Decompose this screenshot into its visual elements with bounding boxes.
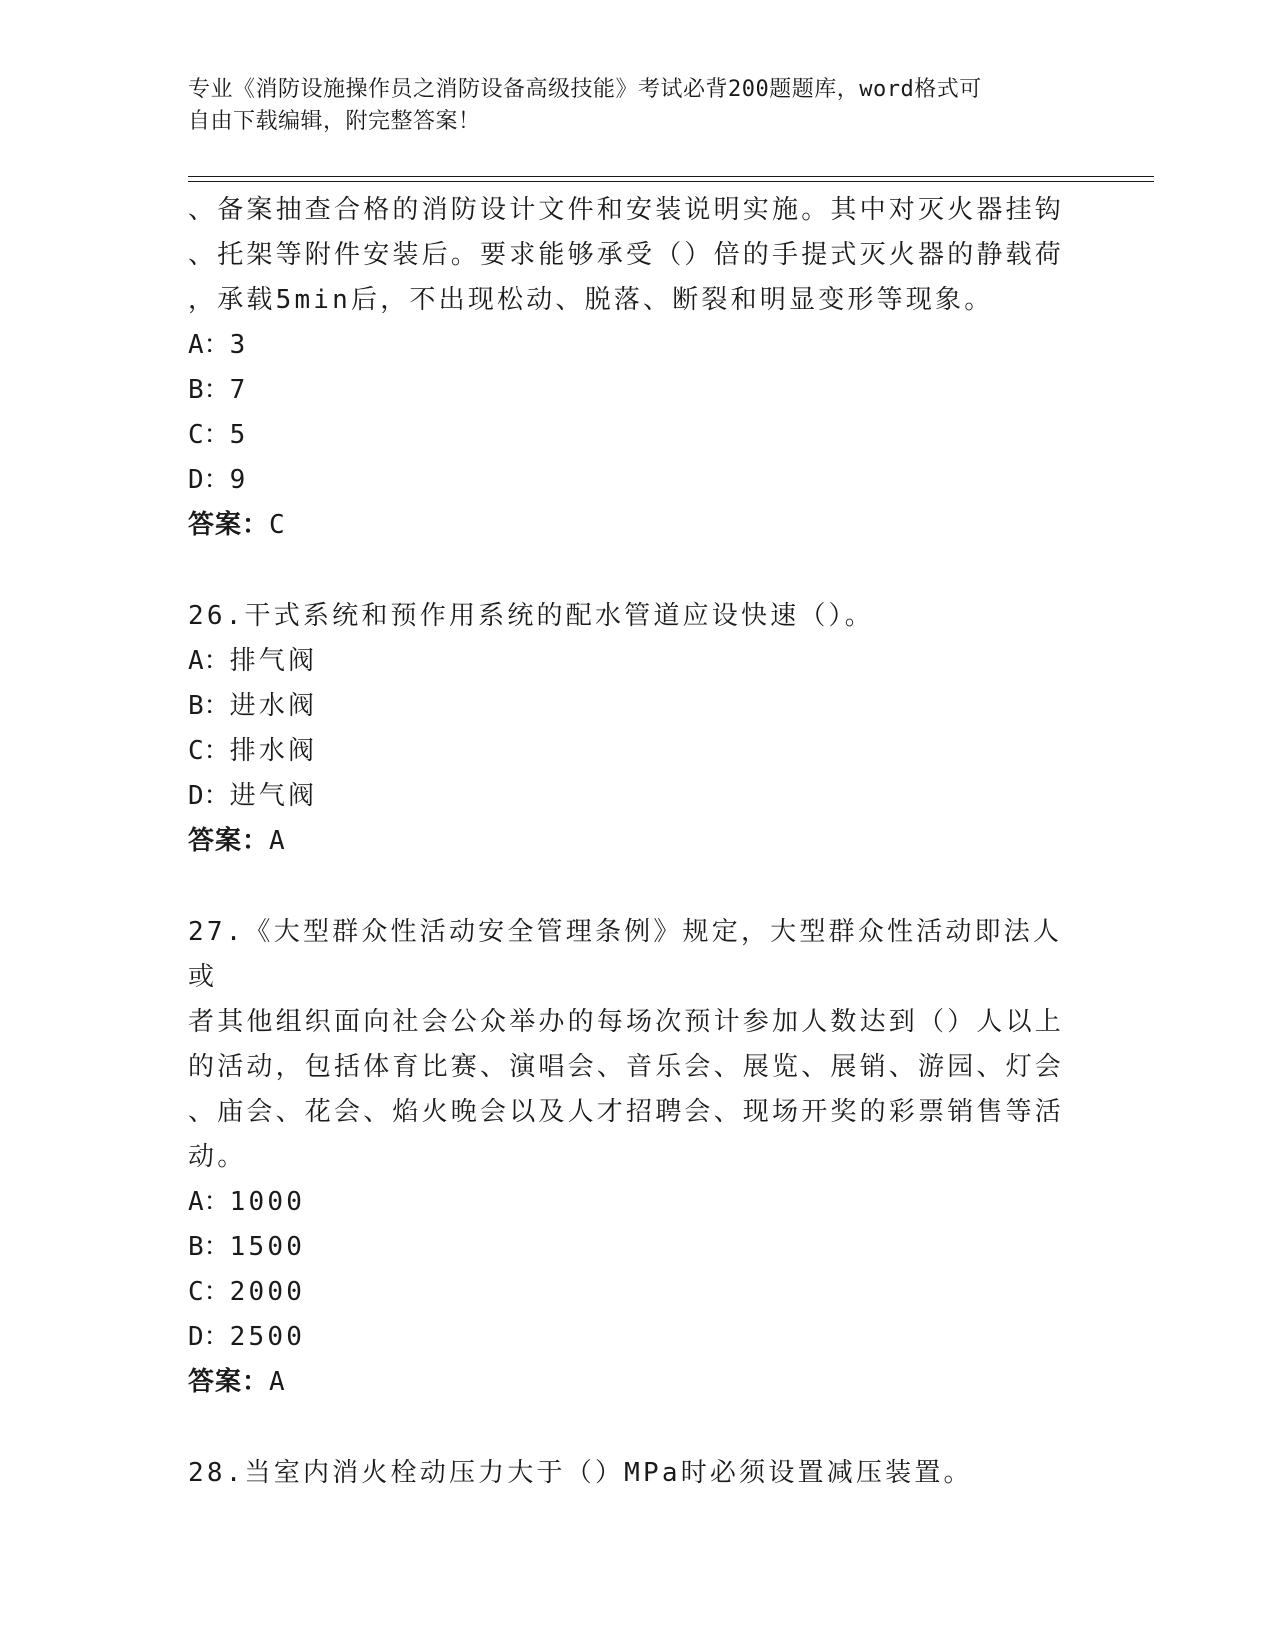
option-b xyxy=(188,684,1088,729)
spacer xyxy=(188,1405,1088,1451)
question-text-line: 者其他组织面向社会公众举办的每场次预计参加人数达到（）人以上 xyxy=(188,1007,1065,1037)
option-a xyxy=(188,1180,1088,1225)
answer-value: A xyxy=(269,1367,286,1397)
option-label: D： xyxy=(188,1322,230,1352)
header-line-2: 自由下载编辑，附完整答案！ xyxy=(188,109,481,134)
option-label: C： xyxy=(188,1277,230,1307)
question-text-line: 27.《大型群众性活动安全管理条例》规定，大型群众性活动即法人或 xyxy=(188,917,1063,992)
option-value: 1000 xyxy=(229,1187,306,1217)
spacer xyxy=(188,864,1088,910)
answer-label: 答案： xyxy=(188,826,270,856)
header-divider-top xyxy=(188,176,1154,177)
option-value: 排气阀 xyxy=(229,646,318,676)
option-label: C： xyxy=(188,736,230,766)
question-26 xyxy=(188,594,1088,864)
question-text-line: 动。 xyxy=(188,1142,247,1172)
option-label: A： xyxy=(188,330,230,360)
header-divider-bottom xyxy=(188,181,1154,182)
question-text-line: 、庙会、花会、焰火晚会以及人才招聘会、现场开奖的彩票销售等活 xyxy=(188,1097,1065,1127)
option-value: 排水阀 xyxy=(229,736,318,766)
option-label: B： xyxy=(188,1232,230,1262)
question-text-line: 26.干式系统和预作用系统的配水管道应设快速（）。 xyxy=(188,601,874,631)
question-text-line: ，承载5min后，不出现松动、脱落、断裂和明显变形等现象。 xyxy=(188,285,994,315)
answer-label: 答案： xyxy=(188,1367,270,1397)
answer-value: C xyxy=(269,510,286,540)
option-value: 5 xyxy=(229,420,249,450)
question-list xyxy=(188,188,1088,1496)
option-value: 进气阀 xyxy=(229,781,318,811)
option-value: 3 xyxy=(229,330,249,360)
option-d xyxy=(188,458,1088,503)
option-a xyxy=(188,323,1088,368)
question-28 xyxy=(188,1451,1088,1496)
option-value: 7 xyxy=(229,375,249,405)
question-text-line: 、托架等附件安装后。要求能够承受（）倍的手提式灭火器的静载荷 xyxy=(188,240,1065,270)
option-c xyxy=(188,413,1088,458)
question-25 xyxy=(188,188,1088,548)
option-value: 2500 xyxy=(229,1322,306,1352)
option-b xyxy=(188,1225,1088,1270)
answer-label: 答案： xyxy=(188,510,270,540)
question-text-line: 、备案抽查合格的消防设计文件和安装说明实施。其中对灭火器挂钩 xyxy=(188,195,1065,225)
option-label: C： xyxy=(188,420,230,450)
option-label: B： xyxy=(188,691,230,721)
option-value: 进水阀 xyxy=(229,691,318,721)
question-text-line: 28.当室内消火栓动压力大于（）MPa时必须设置减压装置。 xyxy=(188,1458,973,1488)
option-d xyxy=(188,774,1088,819)
option-c xyxy=(188,1270,1088,1315)
option-value: 9 xyxy=(229,465,249,495)
document-header xyxy=(188,74,1068,138)
answer-value: A xyxy=(269,826,286,856)
option-c xyxy=(188,729,1088,774)
option-d xyxy=(188,1315,1088,1360)
question-text-line: 的活动，包括体育比赛、演唱会、音乐会、展览、展销、游园、灯会 xyxy=(188,1052,1065,1082)
option-label: A： xyxy=(188,1187,230,1217)
spacer xyxy=(188,548,1088,594)
answer xyxy=(188,1360,1088,1405)
option-value: 1500 xyxy=(229,1232,306,1262)
answer xyxy=(188,503,1088,548)
option-a xyxy=(188,639,1088,684)
answer xyxy=(188,819,1088,864)
header-line-1: 专业《消防设施操作员之消防设备高级技能》考试必背200题题库，word格式可 xyxy=(188,77,982,102)
question-27 xyxy=(188,910,1088,1405)
option-label: D： xyxy=(188,465,230,495)
option-label: B： xyxy=(188,375,230,405)
option-label: D： xyxy=(188,781,230,811)
option-b xyxy=(188,368,1088,413)
option-label: A： xyxy=(188,646,230,676)
option-value: 2000 xyxy=(229,1277,306,1307)
